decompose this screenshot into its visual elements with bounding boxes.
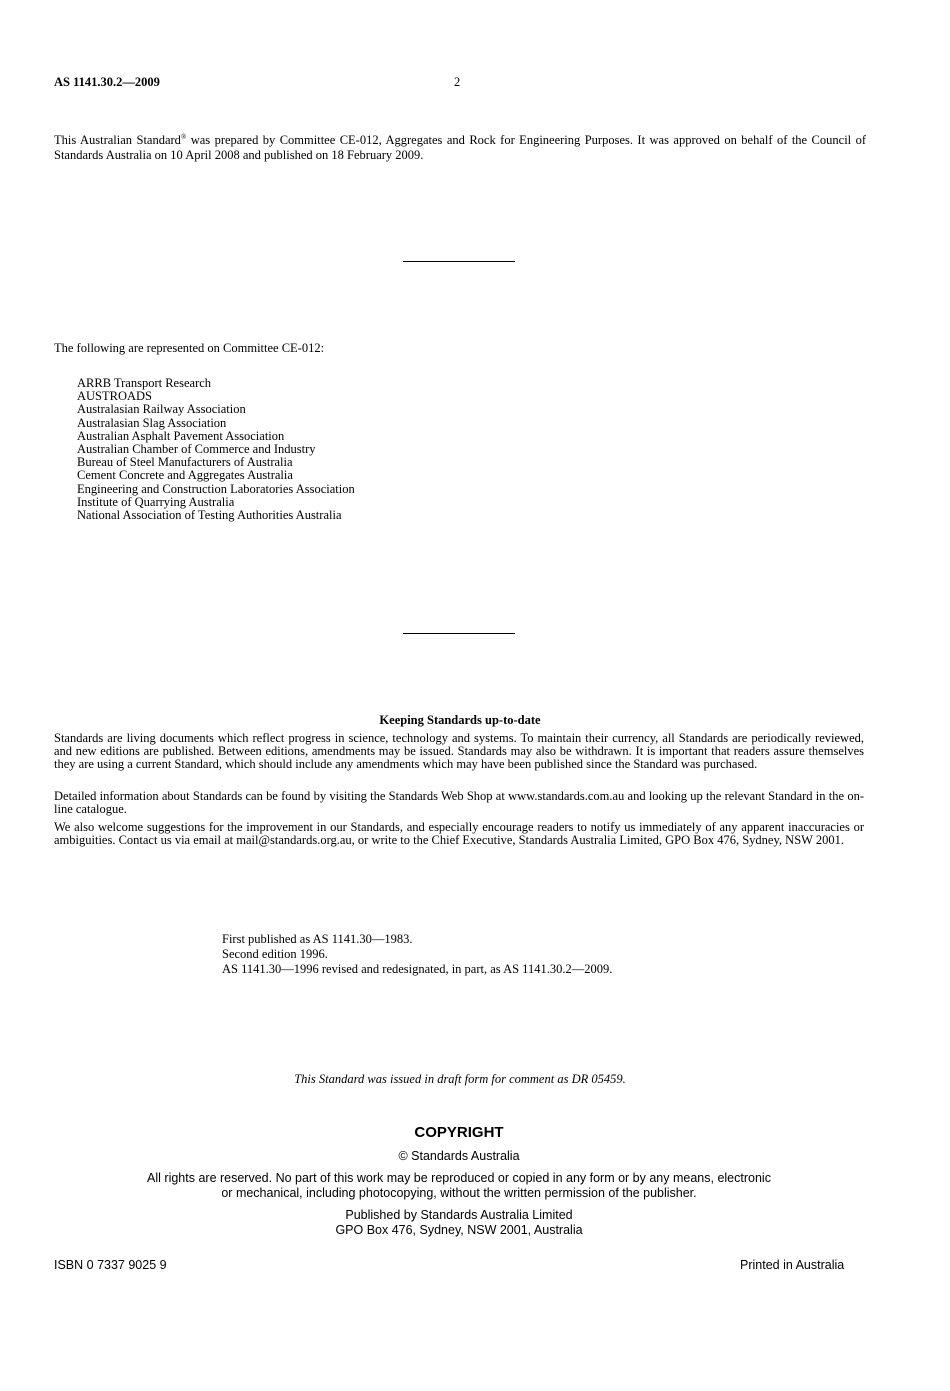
copyright-holder: © Standards Australia <box>398 1149 520 1163</box>
committee-member: National Association of Testing Authorities Australia <box>77 508 342 523</box>
committee-member-list <box>77 377 355 522</box>
committee-intro: The following are represented on Committee CE-012: <box>54 341 325 355</box>
registered-mark: ® <box>180 133 187 141</box>
keeping-standards-heading: Keeping Standards up-to-date <box>379 713 541 727</box>
committee-member: Australasian Slag Association <box>77 415 227 430</box>
draft-note: This Standard was issued in draft form for comment as DR 05459. <box>294 1072 626 1086</box>
keeping-paragraph: Detailed information about Standards can be found by visiting the Standards Web Shop at www.standards.com.au and looking up the relevant Standard in the on-line catalogue. <box>54 789 864 817</box>
history-line: AS 1141.30—1996 revised and redesignated, in part, as AS 1141.30.2—2009. <box>222 962 613 976</box>
page-number: 2 <box>454 75 461 89</box>
document-id: AS 1141.30.2—2009 <box>54 75 160 89</box>
committee-member: Australasian Railway Association <box>77 402 246 417</box>
committee-member: Bureau of Steel Manufacturers of Australia <box>77 455 293 470</box>
committee-member: Cement Concrete and Aggregates Australia <box>77 468 293 483</box>
preparation-text-end: was prepared by Committee CE-012, Aggregates and Rock for Engineering Purposes. It was approved on behalf of the Council of Standards Australia on 10 April 2008 and published on 18 February 2009. <box>54 133 866 162</box>
printed-in: Printed in Australia <box>740 1258 845 1272</box>
rights-line: or mechanical, including photocopying, without the written permission of the publisher. <box>221 1186 697 1200</box>
copyright-heading: COPYRIGHT <box>414 1124 504 1141</box>
divider-rule <box>403 633 515 634</box>
keeping-paragraph: We also welcome suggestions for the improvement in our Standards, and especially encourage readers to notify us immediately of any apparent inaccuracies or ambiguities. Contact us via email at mail@standards.org.au, or write to the Chief Executive, Standards Australia Limited, GPO Box 476, Sydney, NSW 2001. <box>54 820 864 848</box>
preparation-statement <box>54 133 866 163</box>
preparation-text-start: This Australian Standard <box>54 133 181 147</box>
committee-member: ARRB Transport Research <box>77 376 212 390</box>
publisher-line: GPO Box 476, Sydney, NSW 2001, Australia <box>335 1223 583 1237</box>
keeping-paragraph: Standards are living documents which reflect progress in science, technology and systems. To maintain their currency, all Standards are periodically reviewed, and new editions are published. Between editions, amendments may be issued. Standards may also be withdrawn. It is important that readers assure themselves they are using a current Standard, which should include any amendments which may have been published since the Standard was purchased. <box>54 731 864 772</box>
divider-rule <box>403 261 515 262</box>
rights-line: All rights are reserved. No part of this work may be reproduced or copied in any form or by any means, electronic <box>147 1171 771 1185</box>
history-line: First published as AS 1141.30—1983. <box>222 932 413 946</box>
history-line: Second edition 1996. <box>222 947 328 961</box>
publisher-line: Published by Standards Australia Limited <box>345 1208 573 1222</box>
publisher-info <box>54 1208 864 1238</box>
rights-statement <box>54 1171 864 1201</box>
committee-member: Australian Asphalt Pavement Association <box>77 428 285 443</box>
committee-member: Australian Chamber of Commerce and Industry <box>77 442 316 457</box>
isbn: ISBN 0 7337 9025 9 <box>54 1258 167 1272</box>
committee-member: Institute of Quarrying Australia <box>77 494 235 509</box>
committee-member: AUSTROADS <box>77 389 153 404</box>
committee-member: Engineering and Construction Laboratories Association <box>77 481 355 496</box>
publication-history <box>222 932 612 977</box>
